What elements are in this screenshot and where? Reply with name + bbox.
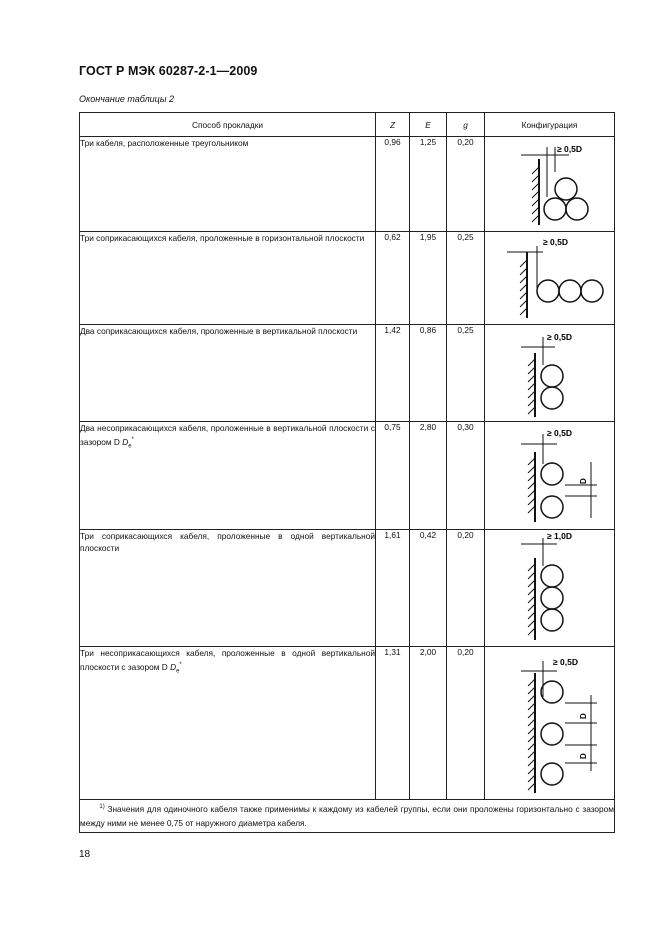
svg-text:D: D — [579, 478, 588, 484]
e-cell: 2,80 — [410, 422, 447, 530]
table-note-row — [80, 800, 615, 833]
z-cell: 1,31 — [376, 647, 410, 800]
table-row — [80, 422, 615, 530]
column-header-config: Конфигурация — [485, 113, 615, 137]
e-cell: 1,95 — [410, 232, 447, 325]
method-cell: Три соприкасающихся кабеля, проложенные в горизонтальной плоскости — [80, 232, 376, 325]
e-cell: 0,42 — [410, 530, 447, 647]
gap-label: ≥ 0,5D — [547, 332, 572, 342]
table-row — [80, 325, 615, 422]
e-cell: 1,25 — [410, 137, 447, 232]
g-cell: 0,20 — [447, 530, 485, 647]
gap-label: ≥ 0,5D — [547, 428, 572, 438]
g-cell: 0,25 — [447, 232, 485, 325]
g-cell: 0,25 — [447, 325, 485, 422]
e-cell: 0,86 — [410, 325, 447, 422]
z-cell: 0,62 — [376, 232, 410, 325]
table-row — [80, 647, 615, 800]
z-cell: 0,75 — [376, 422, 410, 530]
table-footnote: $^{1)}$ Значения для одиночного кабеля также применимы к каждому из кабелей группы, если они проложены горизонтально с зазором между ними не менее 0,75 от наружного диаметра кабеля. — [80, 800, 615, 833]
g-cell: 0,20 — [447, 137, 485, 232]
horizontal-flat-cables-diagram — [485, 232, 615, 325]
table-row — [80, 232, 615, 325]
column-header-method: Способ прокладки — [80, 113, 376, 137]
table-row — [80, 530, 615, 647]
svg-text:D: D — [579, 753, 588, 759]
e-cell: 2,00 — [410, 647, 447, 800]
table-header-row — [80, 113, 615, 137]
gap-label: ≥ 0,5D — [543, 237, 568, 247]
three-vertical-touching-cables-diagram — [485, 530, 615, 647]
table-caption: Окончание таблицы 2 — [79, 94, 174, 104]
method-cell: Три кабеля, расположенные треугольником — [80, 137, 376, 232]
method-cell: Два соприкасающихся кабеля, проложенные в вертикальной плоскости — [80, 325, 376, 422]
trefoil-cables-diagram — [485, 137, 615, 232]
column-header-z: Z — [376, 113, 410, 137]
method-cell: Два несоприкасающихся кабеля, проложенные в вертикальной плоскости с зазором D $D_e^*$ — [80, 422, 376, 530]
z-cell: 0,96 — [376, 137, 410, 232]
column-header-g: g — [447, 113, 485, 137]
installation-table — [79, 112, 615, 833]
two-vertical-spaced-cables-diagram — [485, 422, 615, 530]
svg-text:D: D — [579, 713, 588, 719]
g-cell: 0,20 — [447, 647, 485, 800]
method-cell: Три соприкасающихся кабеля, проложенные в одной вертикальной плоскости — [80, 530, 376, 647]
z-cell: 1,42 — [376, 325, 410, 422]
page-number: 18 — [79, 849, 91, 860]
column-header-e: E — [410, 113, 447, 137]
method-cell: Три несоприкасающихся кабеля, проложенные в одной вертикальной плоскости с зазором D $D_e^*$ — [80, 647, 376, 800]
g-cell: 0,30 — [447, 422, 485, 530]
gap-label: ≥ 0,5D — [553, 657, 578, 667]
three-vertical-spaced-cables-diagram — [485, 647, 615, 800]
z-cell: 1,61 — [376, 530, 410, 647]
two-vertical-touching-cables-diagram — [485, 325, 615, 422]
gap-label: ≥ 1,0D — [547, 531, 572, 541]
table-row — [80, 137, 615, 232]
gap-label: ≥ 0,5D — [557, 144, 582, 154]
document-header: ГОСТ Р МЭК 60287-2-1—2009 — [79, 64, 258, 78]
